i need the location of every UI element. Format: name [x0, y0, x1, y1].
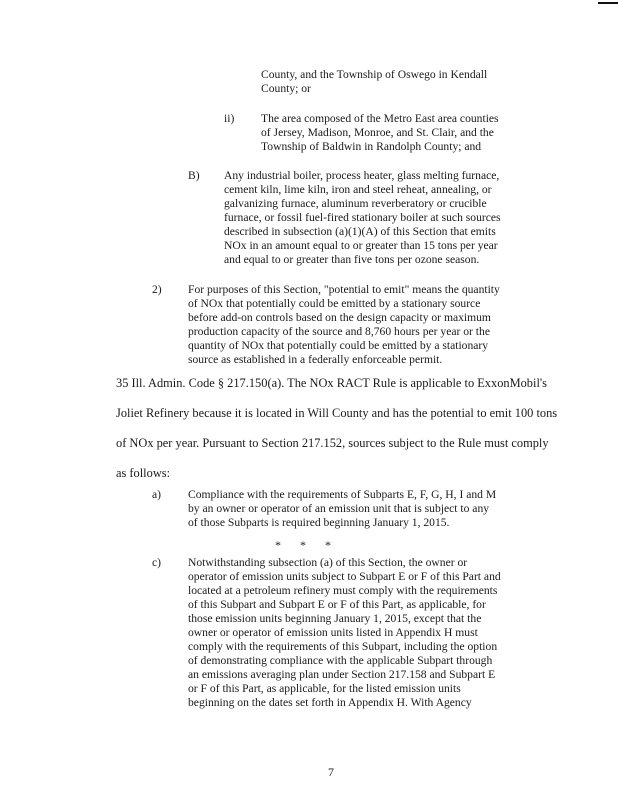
text-line: of this Subpart and Subpart E or F of this Part, as applicable, for [188, 598, 486, 611]
body-text-line: 35 Ill. Admin. Code § 217.150(a). The NOx RACT Rule is applicable to ExxonMobil's [116, 376, 547, 390]
text-line: County; or [261, 82, 311, 95]
list-label-c: c) [152, 556, 162, 569]
text-line: Any industrial boiler, process heater, glass melting furnace, [224, 169, 500, 182]
text-line: Compliance with the requirements of Subparts E, F, G, H, I and M [188, 488, 497, 501]
text-line: production capacity of the source and 8,760 hours per year or the [188, 325, 490, 338]
text-line: Township of Baldwin in Randolph County; and [261, 140, 482, 153]
body-text-line: of NOx per year. Pursuant to Section 217.152, sources subject to the Rule must comply [116, 436, 549, 450]
text-line: of demonstrating compliance with the applicable Subpart through [188, 654, 493, 667]
omission-asterisks: * * * [275, 538, 331, 552]
text-line: comply with the requirements of this Subpart, including the option [188, 640, 498, 653]
page-number: 7 [328, 765, 334, 779]
text-line: galvanizing furnace, aluminum reverberatory or crucible [224, 197, 487, 210]
text-line: described in subsection (a)(1)(A) of this Section that emits [224, 225, 496, 238]
text-line: Notwithstanding subsection (a) of this Section, the owner or [188, 556, 468, 569]
text-line: beginning on the dates set forth in Appendix H. With Agency [188, 696, 472, 709]
text-line: The area composed of the Metro East area counties [261, 112, 499, 125]
text-line: or F of this Part, as applicable, for the listed emission units [188, 682, 461, 695]
text-line: operator of emission units subject to Subpart E or F of this Part and [188, 570, 501, 583]
text-line: by an owner or operator of an emission unit that is subject to any [188, 502, 490, 515]
text-line: and equal to or greater than five tons per ozone season. [224, 253, 480, 266]
text-line: furnace, or fossil fuel-fired stationary boiler at such sources [224, 211, 501, 224]
text-line: located at a petroleum refinery must comply with the requirements [188, 584, 498, 597]
list-label-B: B) [188, 169, 200, 182]
text-line: an emissions averaging plan under Section 217.158 and Subpart E [188, 668, 496, 681]
text-line: of NOx that potentially could be emitted by a stationary source [188, 297, 481, 310]
text-line: those emission units beginning January 1, 2015, except that the [188, 612, 482, 625]
text-line: cement kiln, lime kiln, iron and steel reheat, annealing, or [224, 183, 492, 196]
text-line: of Jersey, Madison, Monroe, and St. Clair, and the [261, 126, 494, 139]
text-line: source as established in a federally enforceable permit. [188, 353, 443, 366]
text-line: before add-on controls based on the design capacity or maximum [188, 311, 491, 324]
text-line: NOx in an amount equal to or greater than 15 tons per year [224, 239, 498, 252]
text-line: quantity of NOx that potentially could be emitted by a stationary [188, 339, 489, 352]
list-label-2: 2) [152, 283, 162, 296]
text-line: County, and the Township of Oswego in Kendall [261, 68, 488, 81]
page-corner-mark [598, 2, 618, 4]
body-text-line: as follows: [116, 466, 171, 480]
body-text-line: Joliet Refinery because it is located in Will County and has the potential to emit 100 tons [116, 406, 558, 420]
list-label-a: a) [152, 488, 162, 501]
text-line: For purposes of this Section, "potential to emit" means the quantity [188, 283, 500, 296]
text-line: of those Subparts is required beginning January 1, 2015. [188, 516, 450, 529]
list-label-ii: ii) [224, 112, 235, 125]
text-line: owner or operator of emission units listed in Appendix H must [188, 626, 478, 639]
